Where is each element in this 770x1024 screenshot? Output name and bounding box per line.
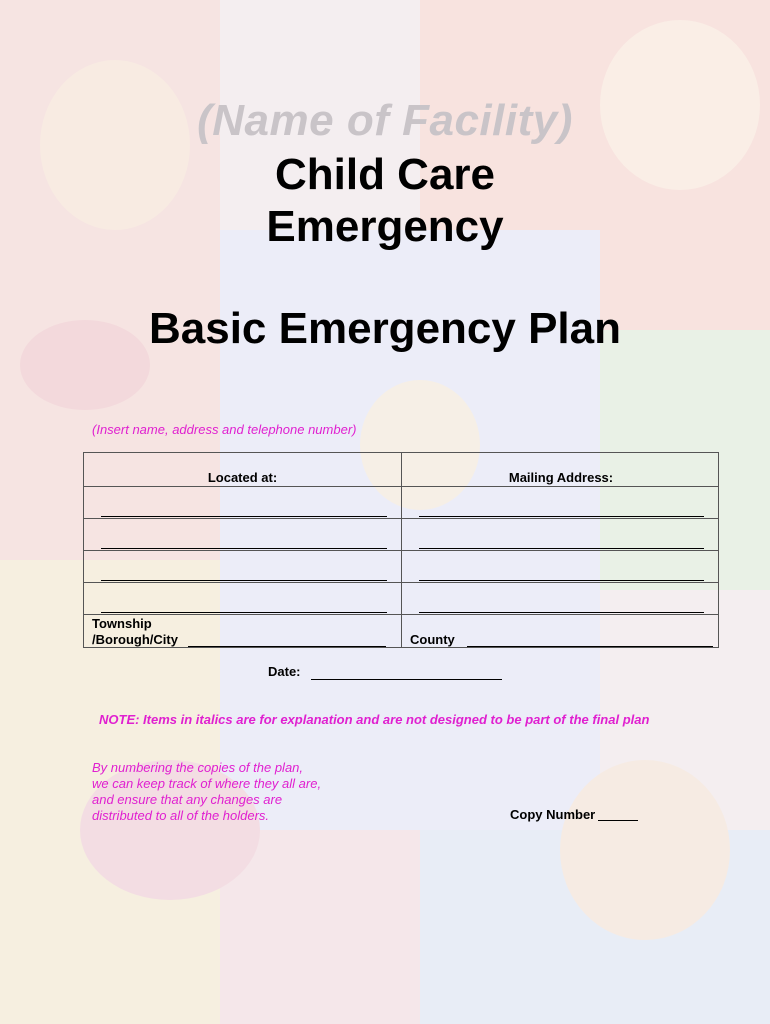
date-field[interactable] <box>311 679 502 680</box>
copies-explanation-line: we can keep track of where they all are, <box>92 776 322 791</box>
title-line-2: Emergency <box>266 202 504 251</box>
copies-explanation-line: distributed to all of the holders. <box>92 808 270 823</box>
mailing-address-header: Mailing Address: <box>508 470 614 485</box>
township-label <box>92 616 178 648</box>
county-label: County <box>410 632 455 647</box>
plan-title: Basic Emergency Plan <box>148 304 621 353</box>
copy-number <box>510 807 638 822</box>
row-divider <box>84 550 718 551</box>
row-divider <box>84 582 718 583</box>
located-at-line-4[interactable] <box>101 612 387 613</box>
mailing-address-line-1[interactable] <box>419 516 704 517</box>
township-label-line-1: Township <box>92 616 152 631</box>
address-table <box>83 452 719 648</box>
facility-name-placeholder: (Name of Facility) <box>197 96 573 145</box>
county-field[interactable] <box>467 646 713 647</box>
located-at-header: Located at: <box>207 470 278 485</box>
row-divider <box>84 614 718 615</box>
township-field[interactable] <box>188 646 386 647</box>
date-label: Date: <box>268 664 301 679</box>
copy-number-field[interactable] <box>598 820 638 821</box>
located-at-line-2[interactable] <box>101 548 387 549</box>
insert-instruction: (Insert name, address and telephone number) <box>92 422 357 437</box>
copies-explanation <box>92 760 372 824</box>
mailing-address-line-3[interactable] <box>419 580 704 581</box>
copy-number-label: Copy Number <box>510 807 596 822</box>
mailing-address-line-2[interactable] <box>419 548 704 549</box>
copies-explanation-line: and ensure that any changes are <box>92 792 283 807</box>
title-line-1: Child Care <box>274 150 496 199</box>
row-divider <box>84 518 718 519</box>
township-label-line-2: /Borough/City <box>92 632 178 647</box>
located-at-line-1[interactable] <box>101 516 387 517</box>
row-divider <box>84 486 718 487</box>
located-at-line-3[interactable] <box>101 580 387 581</box>
italics-note: NOTE: Items in italics are for explanation and are not designed to be part of the final plan <box>99 712 650 727</box>
copies-explanation-line: By numbering the copies of the plan, <box>92 760 304 775</box>
mailing-address-line-4[interactable] <box>419 612 704 613</box>
